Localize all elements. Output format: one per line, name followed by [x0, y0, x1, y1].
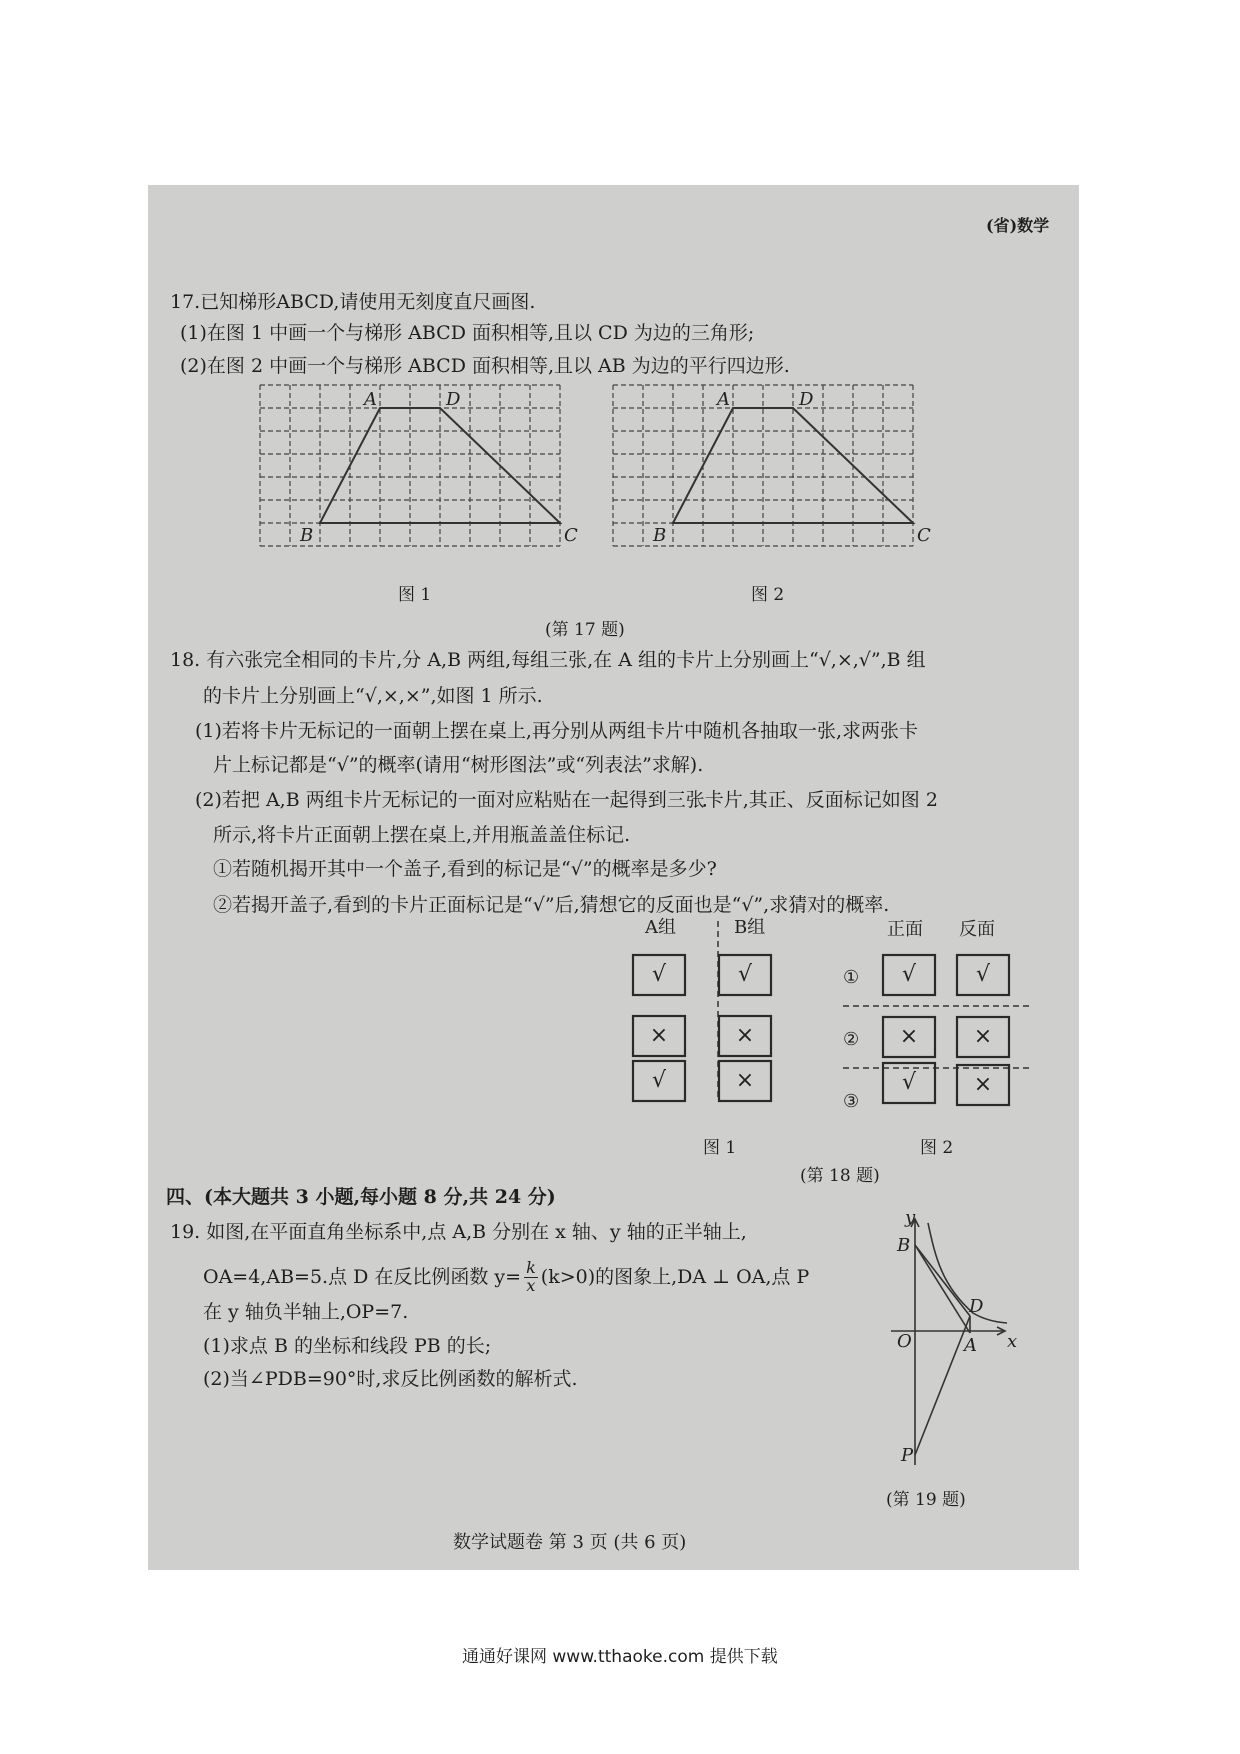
- point-label-a: A: [364, 389, 377, 410]
- q19-part1: (1)求点 B 的坐标和线段 PB 的长;: [203, 1335, 492, 1357]
- point-label-p: P: [901, 1445, 914, 1466]
- card-a3-mark: √: [651, 1068, 667, 1093]
- row-1-number: ①: [843, 967, 860, 988]
- point-label-c: C: [917, 525, 931, 546]
- row-3-number: ③: [843, 1091, 860, 1112]
- front-label: 正面: [887, 919, 923, 940]
- q18-fig1-caption: 图 1: [703, 1138, 737, 1158]
- q17-part2: (2)在图 2 中画一个与梯形 ABCD 面积相等,且以 AB 为边的平行四边形.: [180, 355, 790, 377]
- q19-figure: [873, 1207, 1018, 1475]
- fig2-caption: 图 2: [751, 585, 785, 605]
- segment-bd: [915, 1245, 970, 1316]
- q18-emphasis-text: 三张卡片: [666, 789, 743, 811]
- group-a-label: A组: [645, 917, 676, 938]
- fig1-caption: 图 1: [398, 585, 432, 605]
- card-3-front-mark: √: [901, 1070, 917, 1095]
- card-1-front-mark: √: [901, 962, 917, 987]
- q18-sub1: ①若随机揭开其中一个盖子,看到的标记是“√”的概率是多少?: [213, 858, 717, 880]
- q17-caption: (第 17 题): [545, 620, 625, 640]
- q18-figure-1-bottom: [633, 1068, 773, 1121]
- q18-part2-a-post: ,其正、反面标记如图 2: [742, 789, 938, 811]
- download-note: 通通好课网 www.tthaoke.com 提供下载: [462, 1647, 778, 1667]
- card-3-back-mark: ×: [973, 1072, 993, 1097]
- card-2-back-mark: ×: [973, 1024, 993, 1049]
- card-a1-mark: √: [651, 962, 667, 987]
- q19-caption: (第 19 题): [886, 1490, 966, 1510]
- fraction-denominator: x: [526, 1275, 536, 1295]
- card-2-front-mark: ×: [899, 1024, 919, 1049]
- q17-part1: (1)在图 1 中画一个与梯形 ABCD 面积相等,且以 CD 为边的三角形;: [180, 322, 755, 344]
- q19-line1: 19. 如图,在平面直角坐标系中,点 A,B 分别在 x 轴、y 轴的正半轴上,: [170, 1221, 747, 1243]
- subject-header: (省)数学: [986, 216, 1050, 235]
- q19-part2: (2)当∠PDB=90°时,求反比例函数的解析式.: [203, 1368, 578, 1390]
- back-label: 反面: [959, 919, 995, 940]
- q18-part2-b: 所示,将卡片正面朝上摆在桌上,并用瓶盖盖住标记.: [213, 824, 631, 846]
- q18-part2-a-pre: (2)若把 A,B 两组卡片无标记的一面对应粘贴在一起得到: [195, 789, 667, 811]
- q19-line2-post: (k>0)的图象上,DA ⊥ OA,点 P: [540, 1265, 810, 1288]
- section-4-heading: 四、(本大题共 3 小题,每小题 8 分,共 24 分): [166, 1186, 556, 1208]
- q18-line1: 18. 有六张完全相同的卡片,分 A,B 两组,每组三张,在 A 组的卡片上分别画上“√,×,√”,B 组: [170, 649, 926, 671]
- grid-lines: [260, 385, 560, 546]
- point-label-o: O: [897, 1331, 912, 1352]
- card-b3-mark: ×: [735, 1068, 755, 1093]
- point-label-c: C: [564, 525, 578, 546]
- q19-line2: [203, 1260, 809, 1295]
- point-label-a: A: [717, 389, 730, 410]
- q18-line2: 的卡片上分别画上“√,×,×”,如图 1 所示.: [203, 685, 543, 707]
- point-label-b: B: [897, 1235, 911, 1256]
- q19-line3: 在 y 轴负半轴上,OP=7.: [203, 1301, 409, 1323]
- q17-number: 17.: [170, 291, 201, 313]
- exam-paper: [148, 185, 1079, 1570]
- point-label-b: B: [300, 525, 314, 546]
- card-b2-mark: ×: [735, 1023, 755, 1048]
- point-label-b: B: [653, 525, 667, 546]
- q18-fig2-caption: 图 2: [920, 1138, 954, 1158]
- hyperbola-curve: [928, 1223, 1007, 1323]
- point-label-d: D: [969, 1296, 984, 1317]
- q18-part1-b: 片上标记都是“√”的概率(请用“树形图法”或“列表法”求解).: [213, 754, 704, 776]
- q18-part2-a: [195, 791, 938, 810]
- q19-line2-pre: OA=4,AB=5.点 D 在反比例函数 y=: [203, 1265, 522, 1288]
- point-label-d: D: [446, 389, 461, 410]
- page-footer: 数学试题卷 第 3 页 (共 6 页): [453, 1532, 687, 1553]
- q18-caption: (第 18 题): [800, 1166, 880, 1186]
- fraction-k-over-x: [524, 1260, 538, 1295]
- card-a2-mark: ×: [649, 1023, 669, 1048]
- fraction-numerator: k: [526, 1258, 536, 1277]
- card-b1-mark: √: [737, 962, 753, 987]
- card-1-back-mark: √: [975, 962, 991, 987]
- q17-stem-text: 已知梯形ABCD,请使用无刻度直尺画图.: [200, 291, 536, 313]
- segment-ba: [915, 1245, 970, 1333]
- segment-pd: [915, 1316, 970, 1455]
- q18-figure-2-row3: [883, 1071, 1063, 1121]
- q18-sub2: ②若揭开盖子,看到的卡片正面标记是“√”后,猜想它的反面也是“√”,求猜对的概率.: [213, 894, 890, 916]
- point-label-a: A: [964, 1335, 977, 1356]
- axis-label-x: x: [1007, 1331, 1018, 1352]
- q18-part1-a: (1)若将卡片无标记的一面朝上摆在桌上,再分别从两组卡片中随机各抽取一张,求两张卡: [195, 720, 918, 742]
- q17-figure-2: [613, 385, 931, 551]
- point-label-d: D: [799, 389, 814, 410]
- group-b-label: B组: [734, 917, 766, 938]
- axis-label-y: y: [905, 1207, 916, 1228]
- grid-lines: [613, 385, 913, 546]
- row-2-number: ②: [843, 1029, 860, 1050]
- q17-figure-1: [260, 385, 578, 551]
- q17-stem: [170, 293, 535, 312]
- q18-figure-1: [633, 911, 766, 1071]
